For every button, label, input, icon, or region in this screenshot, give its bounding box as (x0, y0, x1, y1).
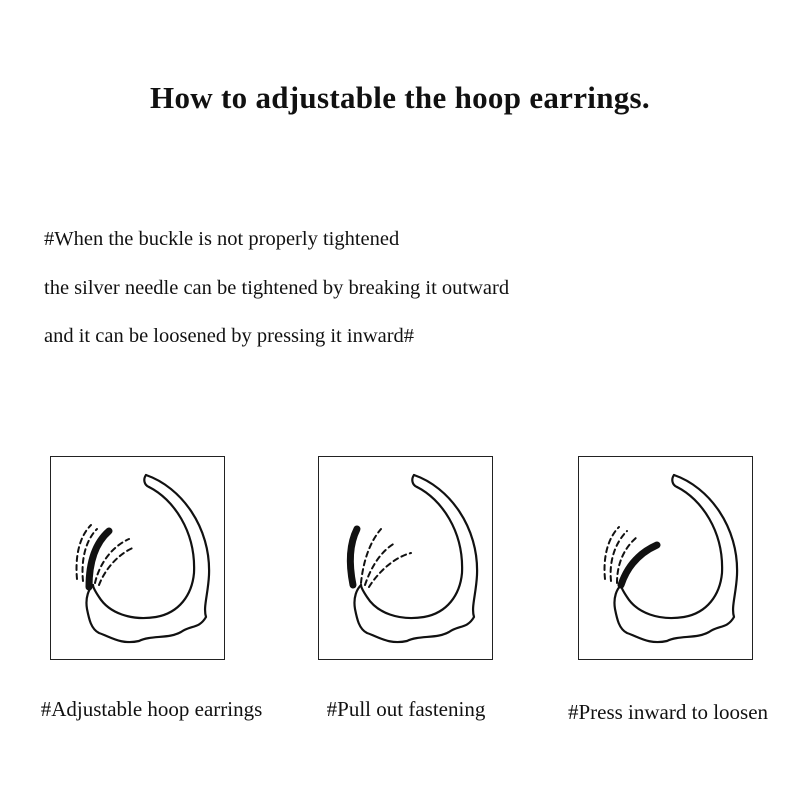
page-title: How to adjustable the hoop earrings. (150, 80, 650, 115)
hoop-earring-diagram (579, 457, 754, 661)
needle-dashed-1 (361, 529, 381, 583)
needle-dashed-in-2 (99, 547, 135, 585)
needle-solid (621, 545, 657, 585)
instruction-line-2: the silver needle can be tightened by breaking it outward (44, 277, 510, 299)
diagram-panel-press-in (578, 456, 753, 660)
needle-solid (350, 529, 357, 585)
hoop-earring-diagram (319, 457, 494, 661)
caption-adjustable: #Adjustable hoop earrings (40, 697, 263, 721)
instruction-line-1: #When the buckle is not properly tightened (44, 228, 400, 250)
hoop-inner-line (621, 487, 722, 618)
caption-pull-out: #Pull out fastening (326, 697, 486, 721)
instruction-line-3: and it can be loosened by pressing it inward# (44, 325, 415, 347)
needle-dashed-1 (605, 527, 619, 579)
diagram-panel-adjustable (50, 456, 225, 660)
caption-press-in: #Press inward to loosen (567, 700, 769, 724)
needle-dashed-3 (369, 553, 411, 587)
hoop-earring-diagram (51, 457, 226, 661)
diagram-panel-pull-out (318, 456, 493, 660)
hoop-inner-line (93, 487, 194, 618)
